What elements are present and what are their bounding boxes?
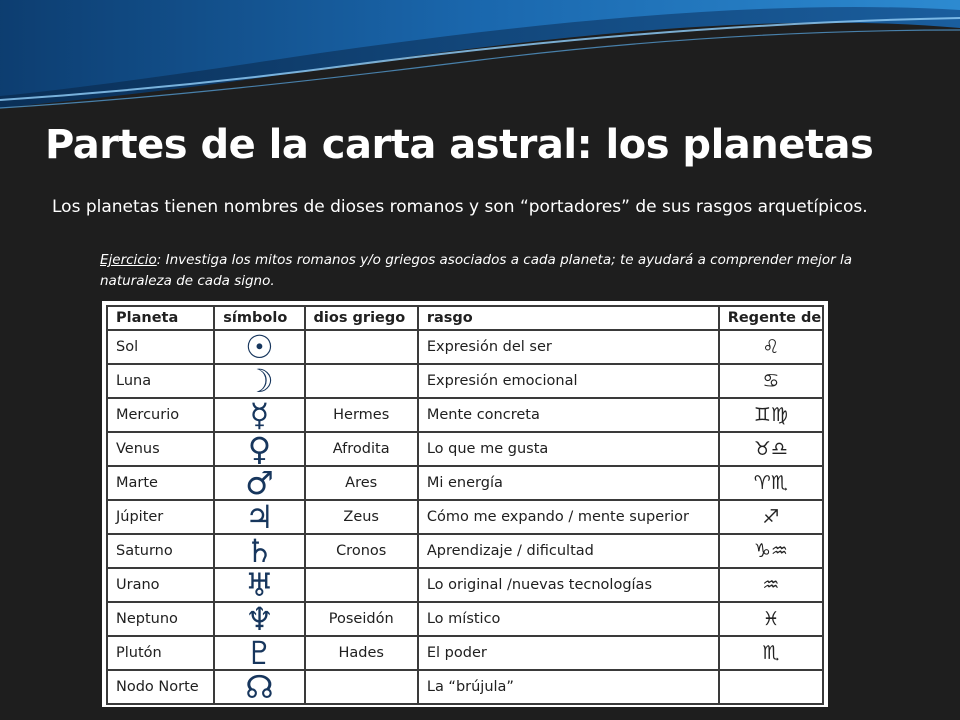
ruler-cell <box>719 534 823 568</box>
greek-god-cell <box>305 330 418 364</box>
sun-icon: ☉ <box>245 330 274 364</box>
slide-title: Partes de la carta astral: los planetas <box>45 122 874 168</box>
header-rasgo: rasgo <box>418 306 719 330</box>
table-row <box>107 500 823 534</box>
ruler-cell <box>719 500 823 534</box>
planet-symbol-cell <box>214 568 304 602</box>
planet-name-cell: Urano <box>107 568 214 602</box>
table-row <box>107 534 823 568</box>
greek-god-cell: Hades <box>305 636 418 670</box>
header-regente: Regente de <box>719 306 823 330</box>
exercise-text: : Investiga los mitos romanos y/o griegos asociados a cada planeta; te ayudará a comprender mejor la naturaleza de cada signo. <box>100 252 853 289</box>
planet-symbol-cell <box>214 636 304 670</box>
planet-symbol-cell <box>214 500 304 534</box>
ruler-cell <box>719 330 823 364</box>
mars-icon: ♂ <box>245 466 274 500</box>
greek-god-cell: Ares <box>305 466 418 500</box>
greek-god-cell: Zeus <box>305 500 418 534</box>
planet-name-cell: Sol <box>107 330 214 364</box>
jupiter-icon: ♃ <box>245 500 274 534</box>
table-row <box>107 398 823 432</box>
exercise-note <box>100 250 890 292</box>
planet-symbol-cell <box>214 432 304 466</box>
table-row <box>107 432 823 466</box>
zodiac-ruler-icon: ♓ <box>762 608 780 630</box>
zodiac-ruler-icon: ♌ <box>762 336 780 358</box>
saturn-icon: ♄ <box>245 534 274 568</box>
table-row <box>107 602 823 636</box>
venus-icon: ♀ <box>247 432 272 466</box>
greek-god-cell: Cronos <box>305 534 418 568</box>
table-row <box>107 568 823 602</box>
moon-icon: ☽ <box>245 364 274 398</box>
header-swoosh-decoration <box>0 0 960 130</box>
header-dios-griego: dios griego <box>305 306 418 330</box>
zodiac-ruler-icon: ♈♏ <box>753 472 788 494</box>
planet-name-cell: Venus <box>107 432 214 466</box>
zodiac-ruler-icon: ♉♎ <box>753 438 788 460</box>
uranus-icon: ♅ <box>245 568 274 602</box>
trait-cell: Lo que me gusta <box>418 432 719 466</box>
table-header-row <box>107 306 823 330</box>
mercury-icon: ☿ <box>249 398 270 432</box>
planet-name-cell: Neptuno <box>107 602 214 636</box>
planets-table-container <box>102 301 828 707</box>
greek-god-cell <box>305 364 418 398</box>
trait-cell: Aprendizaje / dificultad <box>418 534 719 568</box>
planet-symbol-cell <box>214 670 304 704</box>
header-simbolo: símbolo <box>214 306 304 330</box>
table-row <box>107 330 823 364</box>
ruler-cell <box>719 364 823 398</box>
table-row <box>107 364 823 398</box>
ruler-cell <box>719 466 823 500</box>
greek-god-cell: Poseidón <box>305 602 418 636</box>
trait-cell: Mente concreta <box>418 398 719 432</box>
ruler-cell <box>719 670 823 704</box>
ruler-cell <box>719 432 823 466</box>
pluto-icon: ♇ <box>245 636 274 670</box>
zodiac-ruler-icon: ♐ <box>762 506 780 528</box>
trait-cell: Lo místico <box>418 602 719 636</box>
planet-name-cell: Plutón <box>107 636 214 670</box>
planet-name-cell: Nodo Norte <box>107 670 214 704</box>
table-row <box>107 466 823 500</box>
ruler-cell <box>719 568 823 602</box>
intro-text: Los planetas tienen nombres de dioses romanos y son “portadores” de sus rasgos arquetípicos. <box>52 197 868 217</box>
zodiac-ruler-icon: ♒ <box>762 574 780 596</box>
planet-symbol-cell <box>214 534 304 568</box>
zodiac-ruler-icon: ♑♒ <box>753 540 788 562</box>
trait-cell: Expresión emocional <box>418 364 719 398</box>
planet-name-cell: Luna <box>107 364 214 398</box>
north-node-icon: ☊ <box>245 670 274 704</box>
trait-cell: Lo original /nuevas tecnologías <box>418 568 719 602</box>
zodiac-ruler-icon: ♏ <box>762 642 780 664</box>
ruler-cell <box>719 602 823 636</box>
planet-symbol-cell <box>214 466 304 500</box>
ruler-cell <box>719 636 823 670</box>
trait-cell: Cómo me expando / mente superior <box>418 500 719 534</box>
planet-name-cell: Júpiter <box>107 500 214 534</box>
planets-table <box>106 305 824 705</box>
table-body <box>107 330 823 704</box>
trait-cell: Mi energía <box>418 466 719 500</box>
zodiac-ruler-icon: ♋ <box>762 370 780 392</box>
zodiac-ruler-icon: ♊♍ <box>753 404 788 426</box>
planet-symbol-cell <box>214 364 304 398</box>
greek-god-cell <box>305 568 418 602</box>
trait-cell: El poder <box>418 636 719 670</box>
planet-name-cell: Mercurio <box>107 398 214 432</box>
header-planeta: Planeta <box>107 306 214 330</box>
planet-name-cell: Saturno <box>107 534 214 568</box>
ruler-cell <box>719 398 823 432</box>
table-row <box>107 636 823 670</box>
trait-cell: La “brújula” <box>418 670 719 704</box>
planet-name-cell: Marte <box>107 466 214 500</box>
neptune-icon: ♆ <box>245 602 274 636</box>
greek-god-cell: Hermes <box>305 398 418 432</box>
trait-cell: Expresión del ser <box>418 330 719 364</box>
exercise-label: Ejercicio <box>100 252 157 268</box>
table-row <box>107 670 823 704</box>
greek-god-cell <box>305 670 418 704</box>
planet-symbol-cell <box>214 602 304 636</box>
planet-symbol-cell <box>214 398 304 432</box>
greek-god-cell: Afrodita <box>305 432 418 466</box>
planet-symbol-cell <box>214 330 304 364</box>
